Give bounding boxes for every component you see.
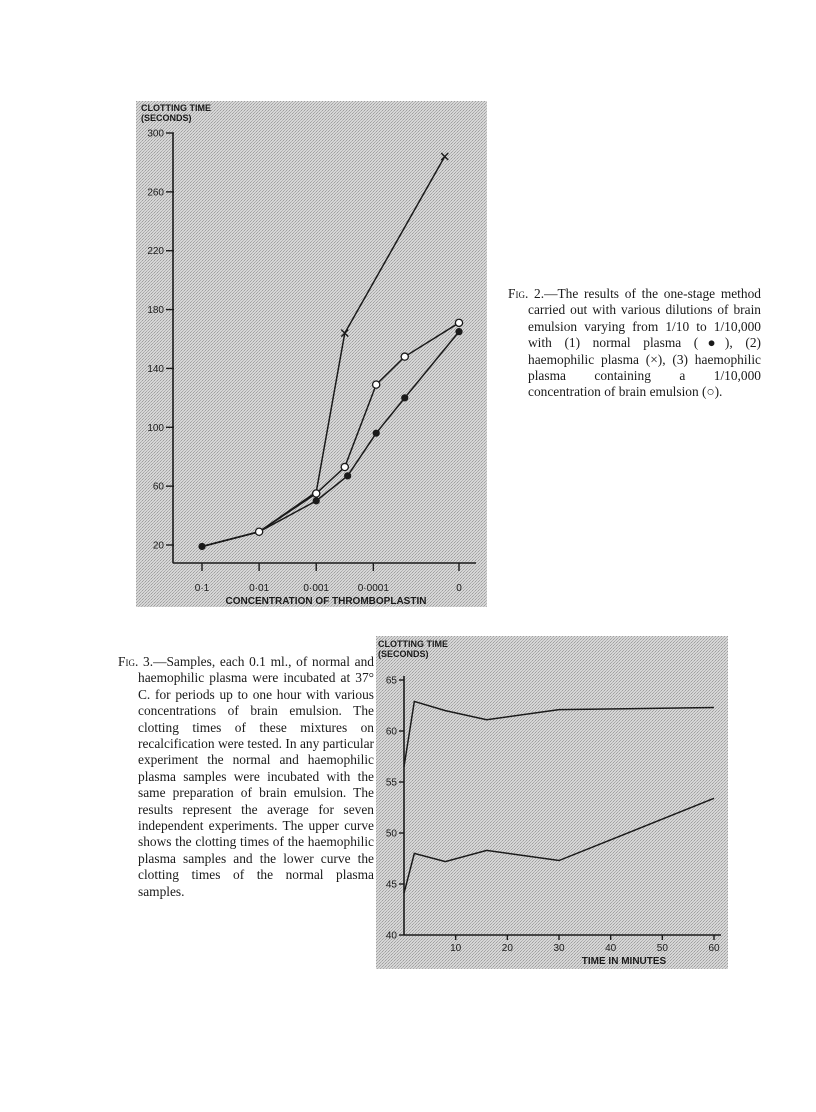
figure-3-chart (376, 636, 728, 969)
y-tick-label: 40 (385, 930, 397, 942)
x-axis-label: TIME IN MINUTES (581, 956, 667, 967)
x-tick-label: 40 (605, 943, 617, 954)
data-point-normal (373, 430, 380, 437)
y-axis-label-line2: (SECONDS) (378, 649, 429, 659)
figure-3-caption-label: Fig. 3. (118, 654, 154, 669)
y-axis-label-line1: CLOTTING TIME (141, 103, 211, 113)
data-point-brain-emulsion (401, 353, 408, 360)
x-tick-label: 0·01 (249, 583, 270, 594)
y-tick-label: 220 (147, 246, 164, 258)
plot-background (136, 101, 487, 607)
y-tick-label: 60 (152, 481, 164, 493)
y-tick-label: 55 (385, 777, 397, 789)
data-point-brain-emulsion (373, 381, 380, 388)
x-tick-label: 0 (456, 583, 462, 594)
data-point-brain-emulsion (455, 319, 462, 326)
y-tick-label: 260 (147, 187, 164, 199)
x-tick-label: 0·1 (194, 583, 210, 594)
x-tick-label: 20 (501, 943, 513, 954)
figure-2-caption-label: Fig. 2. (508, 286, 545, 301)
data-point-brain-emulsion (313, 490, 320, 497)
y-tick-label: 45 (385, 879, 397, 891)
data-point-brain-emulsion (341, 463, 348, 470)
figure-2-chart (136, 101, 487, 607)
data-point-normal (401, 394, 408, 401)
y-tick-label: 300 (147, 128, 164, 140)
y-tick-label: 180 (147, 305, 164, 317)
figure-3-caption (118, 654, 374, 900)
x-tick-label: 0·001 (303, 583, 330, 594)
y-tick-label: 100 (147, 422, 164, 434)
x-tick-label: 10 (450, 943, 462, 954)
figure-3-caption-text: —Samples, each 0.1 ml., of normal and haemophilic plasma were incubated at 37° C. for periods up to one hour with various concentrations of brain emulsion. The clotting times of these mixtures on recalcification were tested. In any particular experiment the normal and haemophilic plasma samples were incubated with the same preparation of brain emulsion. The results represent the average for seven independent experiments. The upper curve shows the clotting times of the haemophilic plasma samples and the lower curve the clotting times of the normal plasma samples. (138, 654, 374, 899)
data-point-brain-emulsion (256, 528, 263, 535)
y-tick-label: 65 (385, 675, 397, 687)
x-tick-label: 50 (656, 943, 668, 954)
figure-2-caption-text: —The results of the one-stage method carried out with various dilutions of brain emulsion varying from 1/10 to 1/10,000 with (1) normal plasma (●), (2) haemophilic plasma (×), (3) haemophilic plasma containing a 1/10,000 concentration of brain emulsion (○). (528, 286, 761, 400)
x-axis-label: CONCENTRATION OF THROMBOPLASTIN (225, 596, 427, 607)
data-point-normal (455, 328, 462, 335)
data-point-normal (313, 497, 320, 504)
data-point-normal (344, 472, 351, 479)
y-axis-label-line2: (SECONDS) (141, 113, 192, 123)
y-tick-label: 60 (385, 726, 397, 738)
x-tick-label: 60 (708, 943, 720, 954)
y-tick-label: 140 (147, 363, 164, 375)
plot-background (376, 636, 728, 969)
y-axis-label-line1: CLOTTING TIME (378, 639, 448, 649)
figure-2-caption (508, 286, 761, 401)
x-tick-label: 0·0001 (357, 583, 389, 594)
x-tick-label: 30 (553, 943, 565, 954)
y-tick-label: 20 (152, 540, 164, 552)
y-tick-label: 50 (385, 828, 397, 840)
